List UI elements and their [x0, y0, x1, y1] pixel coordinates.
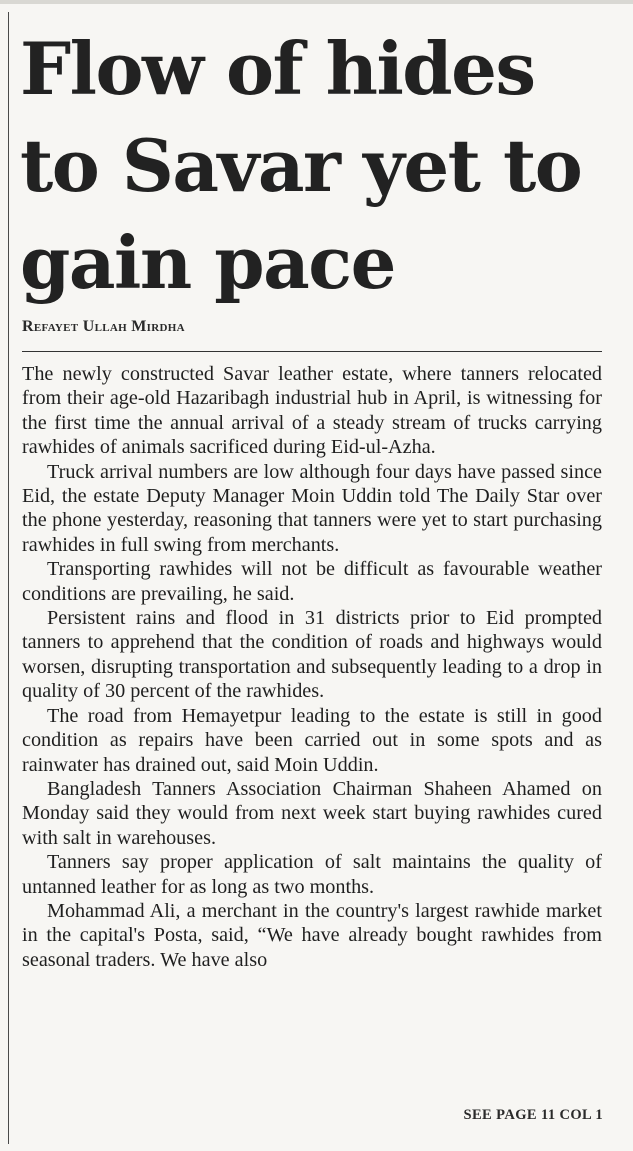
paragraph-3: Transporting rawhides will not be difficult as favourable weather conditions are prevailing, he said.: [22, 558, 602, 605]
paragraph-8: Mohammad Ali, a merchant in the country's largest rawhide market in the capital's Posta, said, “We have already bought rawhides from seasonal traders. We have also: [22, 899, 602, 971]
byline: Refayet Ullah Mirdha: [22, 318, 185, 335]
paragraph-1: The newly constructed Savar leather estate, where tanners relocated from their age-old Hazaribagh industrial hub in April, is witnessing for the first time the annual arrival of a steady stream of trucks carrying rawhides of animals sacrificed during Eid-ul-Azha.: [22, 363, 602, 459]
continuation-note: SEE PAGE 11 COL 1: [463, 1107, 603, 1123]
article-body: [22, 362, 602, 972]
paragraph-6: Bangladesh Tanners Association Chairman Shaheen Ahamed on Monday said they would from next week start buying rawhides cured with salt in warehouses.: [22, 777, 602, 849]
paragraph-7: Tanners say proper application of salt maintains the quality of untanned leather for as long as two months.: [22, 851, 602, 898]
column-rule: [8, 12, 9, 1144]
headline: Flow of hides to Savar yet to gain pace: [20, 26, 582, 305]
byline-divider: [22, 351, 602, 352]
top-rule: [0, 0, 633, 4]
paragraph-5: The road from Hemayetpur leading to the estate is still in good condition as repairs have been carried out in some spots and as rainwater has drained out, said Moin Uddin.: [22, 704, 602, 776]
paragraph-2: Truck arrival numbers are low although four days have passed since Eid, the estate Deputy Manager Moin Uddin told The Daily Star over the phone yesterday, reasoning that tanners were yet to start purchasing rawhides in full swing from merchants.: [22, 460, 602, 556]
paragraph-4: Persistent rains and flood in 31 districts prior to Eid prompted tanners to apprehend that the condition of roads and highways would worsen, disrupting transportation and subsequently leading to a drop in quality of 30 percent of the rawhides.: [22, 607, 602, 703]
